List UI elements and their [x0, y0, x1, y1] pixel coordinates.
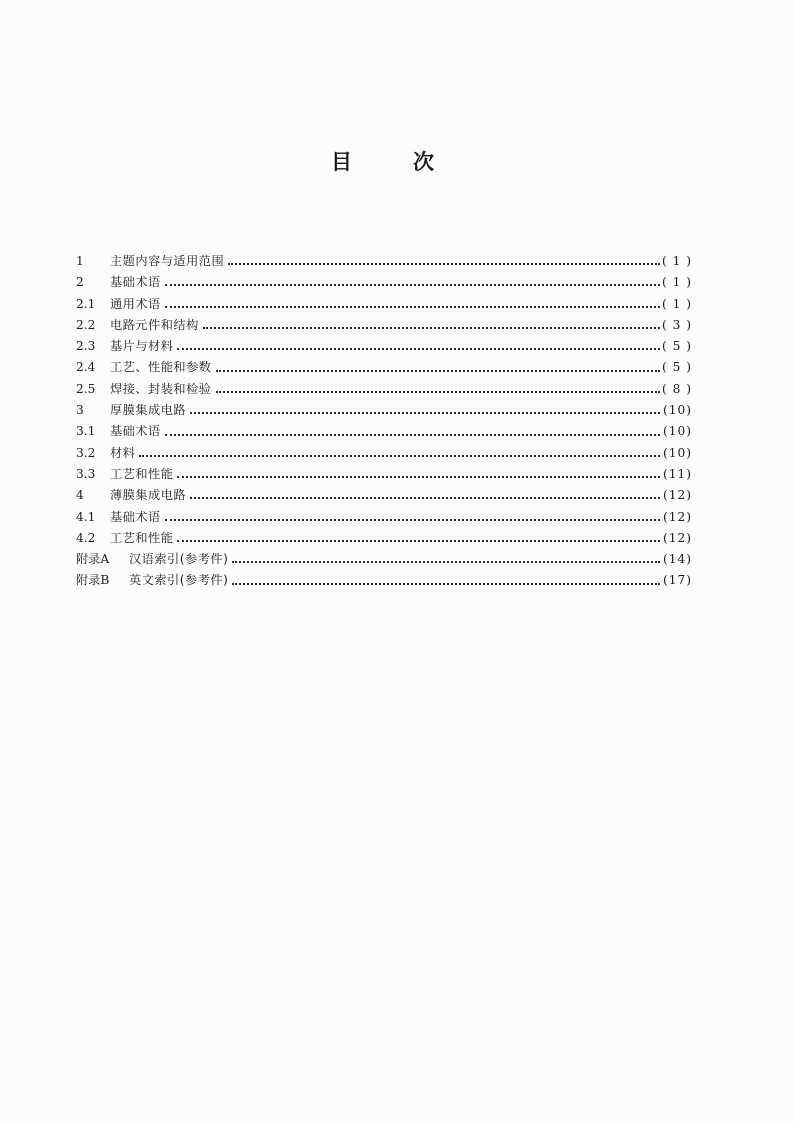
toc-entry-page: (12) — [662, 509, 692, 524]
toc-entry-page: ( 1 ) — [661, 254, 692, 268]
toc-entry-number: 3.1 — [76, 424, 96, 439]
toc-entry[interactable] — [76, 272, 692, 293]
toc-entry-page: ( 1 ) — [661, 275, 692, 290]
toc-entry-page: (14) — [662, 552, 692, 567]
toc-entry-page: ( 1 ) — [661, 296, 692, 311]
toc-entry[interactable] — [76, 294, 692, 315]
toc-entry-title: 薄膜集成电路 — [110, 488, 187, 503]
toc-leader-dots — [139, 454, 660, 457]
toc-entry-number: 4.2 — [76, 530, 96, 545]
toc-leader-dots — [203, 326, 660, 329]
toc-entry[interactable] — [76, 336, 692, 357]
toc-leader-dots — [232, 582, 660, 585]
toc-entry-title: 材料 — [110, 445, 136, 460]
toc-entry-number: 附录A — [76, 552, 110, 567]
toc-leader-dots — [228, 262, 660, 265]
toc-entry-page: (10) — [662, 445, 692, 460]
toc-leader-dots — [177, 475, 660, 478]
toc-entry-number: 1 — [76, 254, 84, 268]
toc-entry-page: (12) — [662, 530, 692, 545]
toc-leader-dots — [177, 347, 660, 350]
toc-entry-title: 工艺和性能 — [110, 530, 174, 545]
toc-entry-title: 基础术语 — [110, 275, 161, 290]
toc-entry[interactable] — [76, 528, 692, 549]
toc-entry[interactable] — [76, 357, 692, 378]
toc-entry-title: 基片与材料 — [110, 339, 174, 354]
toc-entry-number: 2.5 — [76, 381, 96, 396]
toc-entry-title: 基础术语 — [110, 509, 161, 524]
toc-entry-page: (11) — [662, 466, 692, 481]
toc-entry-number: 2.2 — [76, 317, 96, 332]
toc-entry-page: (12) — [662, 488, 692, 503]
toc-entry-number: 2.1 — [76, 296, 96, 311]
toc-entry[interactable] — [76, 315, 692, 336]
toc-leader-dots — [232, 560, 660, 563]
page-title — [0, 142, 794, 176]
toc-entry-page: ( 3 ) — [661, 317, 692, 332]
toc-entry-number: 4.1 — [76, 509, 96, 524]
table-of-contents — [76, 251, 692, 592]
toc-entry-page: ( 8 ) — [661, 381, 692, 396]
toc-entry-page: ( 5 ) — [661, 360, 692, 375]
toc-entry-page: (10) — [662, 403, 692, 418]
toc-entry-title: 主题内容与适用范围 — [110, 254, 225, 268]
toc-leader-dots — [216, 369, 660, 372]
toc-entry-title: 工艺、性能和参数 — [110, 360, 212, 375]
toc-leader-dots — [165, 433, 660, 436]
toc-leader-dots — [177, 539, 660, 542]
toc-leader-dots — [190, 496, 660, 499]
toc-entry[interactable] — [76, 400, 692, 421]
toc-entry-title: 通用术语 — [110, 296, 161, 311]
toc-entry-number: 4 — [76, 488, 84, 503]
toc-entry-number: 3.3 — [76, 466, 96, 481]
toc-entry-number: 3 — [76, 403, 84, 418]
toc-entry-number: 附录B — [76, 573, 110, 588]
toc-leader-dots — [216, 390, 660, 393]
toc-entry-title: 电路元件和结构 — [110, 317, 199, 332]
toc-entry[interactable] — [76, 464, 692, 485]
toc-entry-page: ( 5 ) — [661, 339, 692, 354]
toc-entry-number: 2 — [76, 275, 84, 290]
toc-leader-dots — [165, 305, 660, 308]
toc-leader-dots — [165, 283, 660, 286]
toc-leader-dots — [165, 518, 660, 521]
toc-entry[interactable] — [76, 443, 692, 464]
toc-entry[interactable] — [76, 251, 692, 272]
toc-leader-dots — [190, 411, 660, 414]
toc-entry[interactable] — [76, 379, 692, 400]
toc-entry-number: 2.3 — [76, 339, 96, 354]
toc-entry[interactable] — [76, 570, 692, 591]
toc-entry[interactable] — [76, 421, 692, 442]
toc-entry[interactable] — [76, 485, 692, 506]
page-title-char-2: 次 — [413, 150, 434, 174]
toc-entry[interactable] — [76, 549, 692, 570]
toc-entry-number: 2.4 — [76, 360, 96, 375]
toc-entry-title: 基础术语 — [110, 424, 161, 439]
toc-entry-title: 厚膜集成电路 — [110, 403, 187, 418]
toc-entry[interactable] — [76, 507, 692, 528]
toc-entry-page: (17) — [662, 573, 692, 588]
page-title-char-1: 目 — [331, 150, 352, 174]
toc-entry-title: 英文索引(参考件) — [129, 573, 229, 588]
toc-entry-page: (10) — [662, 424, 692, 439]
toc-entry-title: 工艺和性能 — [110, 466, 174, 481]
toc-entry-title: 焊接、封装和检验 — [110, 381, 212, 396]
toc-entry-title: 汉语索引(参考件) — [129, 552, 229, 567]
toc-entry-number: 3.2 — [76, 445, 96, 460]
